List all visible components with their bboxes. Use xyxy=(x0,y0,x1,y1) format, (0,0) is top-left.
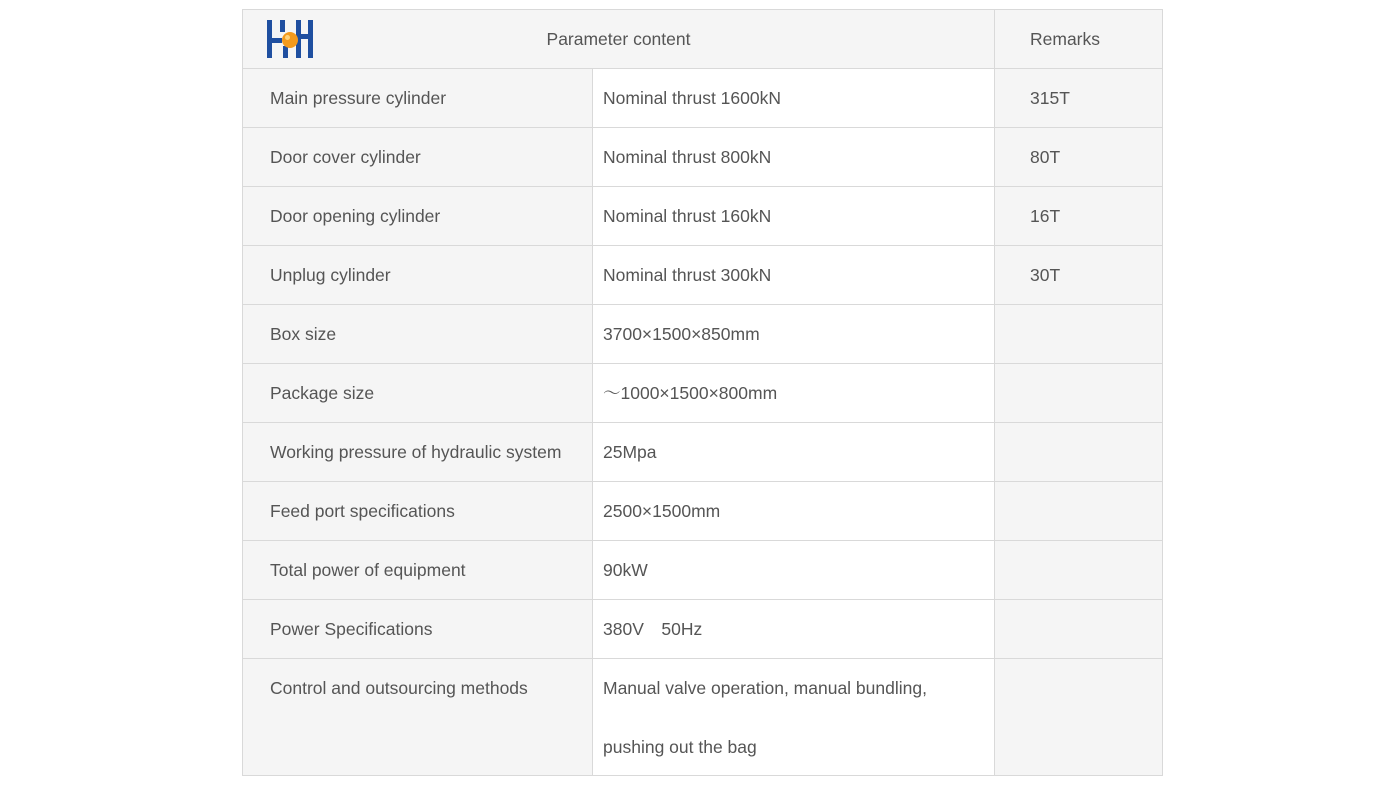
row-value-line-2: pushing out the bag xyxy=(603,737,757,757)
table-row-control-methods xyxy=(243,659,1163,776)
row-value-line-1: Manual valve operation, manual bundling, xyxy=(603,678,927,698)
row-remark xyxy=(995,364,1163,423)
row-name: Package size xyxy=(243,364,593,423)
table-row xyxy=(243,187,1163,246)
spec-table xyxy=(242,9,1163,776)
parameter-content-header xyxy=(243,10,995,69)
table-row xyxy=(243,423,1163,482)
row-value-multiline xyxy=(593,659,995,776)
row-remark: 16T xyxy=(995,187,1163,246)
spec-table-body xyxy=(243,10,1163,776)
row-name: Total power of equipment xyxy=(243,541,593,600)
row-name: Feed port specifications xyxy=(243,482,593,541)
table-row xyxy=(243,128,1163,187)
remarks-header xyxy=(995,10,1163,69)
table-header-row xyxy=(243,10,1163,69)
row-value: Nominal thrust 800kN xyxy=(593,128,995,187)
row-value: 25Mpa xyxy=(593,423,995,482)
row-value: 90kW xyxy=(593,541,995,600)
table-row xyxy=(243,482,1163,541)
table-row xyxy=(243,600,1163,659)
table-row xyxy=(243,69,1163,128)
row-value: Nominal thrust 160kN xyxy=(593,187,995,246)
row-name: Door opening cylinder xyxy=(243,187,593,246)
table-row xyxy=(243,364,1163,423)
row-remark xyxy=(995,659,1163,776)
row-remark: 30T xyxy=(995,246,1163,305)
table-row xyxy=(243,541,1163,600)
row-name: Unplug cylinder xyxy=(243,246,593,305)
row-name: Power Specifications xyxy=(243,600,593,659)
row-name: Box size xyxy=(243,305,593,364)
row-value: ～1000×1500×800mm xyxy=(593,364,995,423)
row-remark: 315T xyxy=(995,69,1163,128)
row-value: 2500×1500mm xyxy=(593,482,995,541)
row-value: 380V 50Hz xyxy=(593,600,995,659)
remarks-label: Remarks xyxy=(1030,29,1101,49)
row-remark: 80T xyxy=(995,128,1163,187)
row-value: 3700×1500×850mm xyxy=(593,305,995,364)
row-remark xyxy=(995,305,1163,364)
row-name: Control and outsourcing methods xyxy=(243,659,593,776)
table-row xyxy=(243,305,1163,364)
row-value: Nominal thrust 300kN xyxy=(593,246,995,305)
hh-logo-icon xyxy=(266,18,314,60)
row-name: Working pressure of hydraulic system xyxy=(243,423,593,482)
row-name: Main pressure cylinder xyxy=(243,69,593,128)
row-remark xyxy=(995,482,1163,541)
row-remark xyxy=(995,423,1163,482)
table-row xyxy=(243,246,1163,305)
row-remark xyxy=(995,600,1163,659)
parameter-content-label: Parameter content xyxy=(546,29,691,49)
row-value: Nominal thrust 1600kN xyxy=(593,69,995,128)
row-remark xyxy=(995,541,1163,600)
row-name: Door cover cylinder xyxy=(243,128,593,187)
